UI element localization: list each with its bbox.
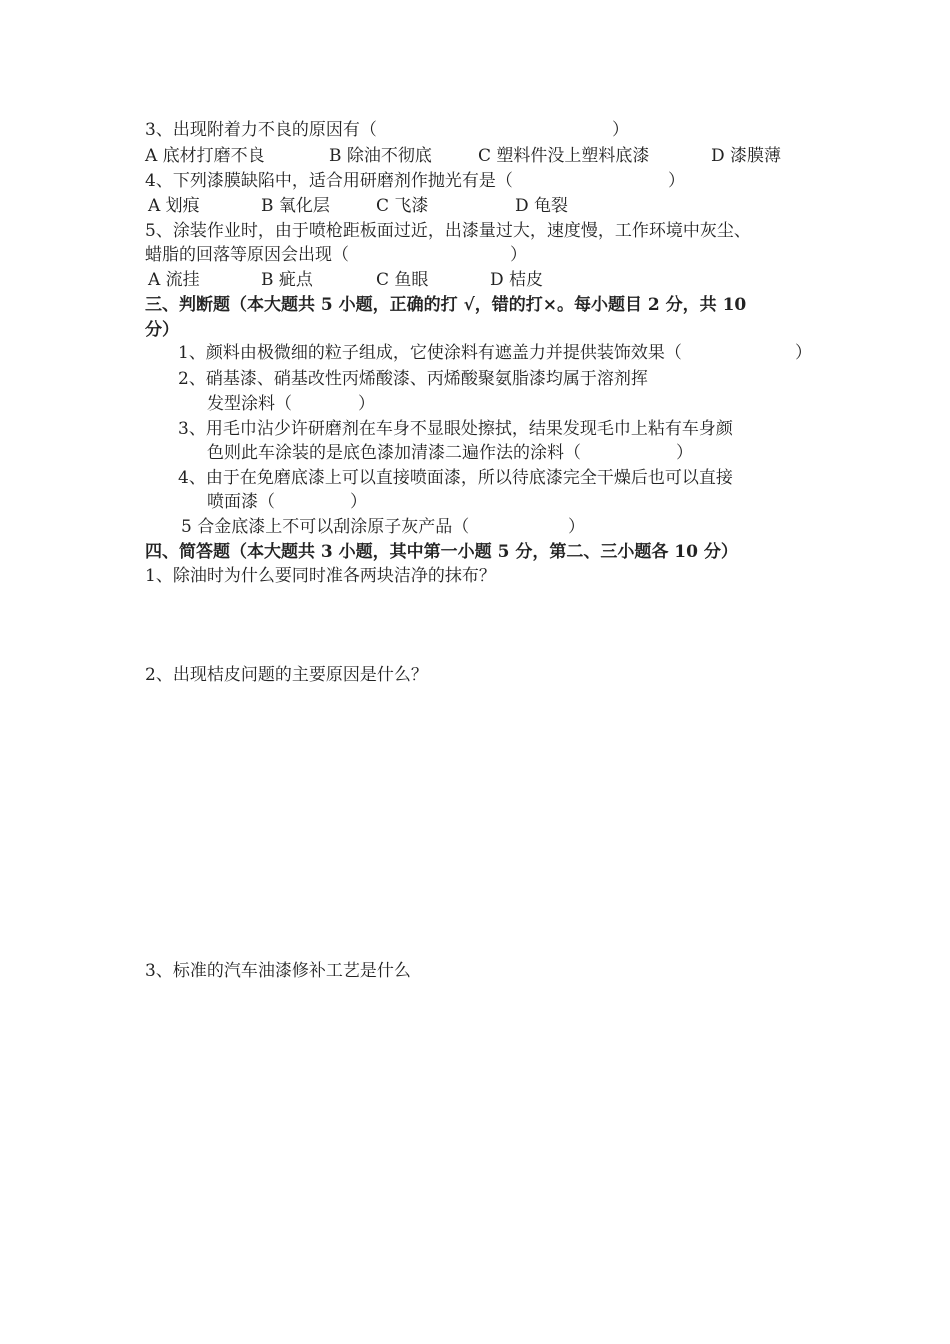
mc-q3-options	[0, 145, 950, 167]
option: B 疵点	[261, 270, 313, 290]
option: C 塑料件没上塑料底漆	[478, 146, 650, 166]
tf-item-3-close: ）	[676, 443, 693, 463]
tf-item-5-close: ）	[568, 517, 585, 537]
option: C 鱼眼	[376, 270, 429, 290]
option: B 氧化层	[261, 196, 330, 216]
mc-q4-stem: 4、下列漆膜缺陷中，适合用研磨剂作抛光有是（	[145, 171, 513, 191]
option: B 除油不彻底	[329, 146, 432, 166]
tf-item-1-close: ）	[795, 343, 812, 363]
tf-item-3: 3、用毛巾沾少许研磨剂在车身不显眼处擦拭，结果发现毛巾上粘有车身颜	[178, 419, 733, 439]
mc-q4-options	[0, 195, 950, 217]
short-answer-2: 2、出现桔皮问题的主要原因是什么？	[145, 665, 428, 685]
mc-q5-line1: 5、涂装作业时，由于喷枪距板面过近，出漆量过大，速度慢，工作环境中灰尘、	[145, 221, 751, 241]
option: D 桔皮	[490, 270, 544, 290]
tf-item-3-cont: 色则此车涂装的是底色漆加清漆二遍作法的涂料（	[207, 443, 581, 463]
tf-item-2: 2、硝基漆、硝基改性丙烯酸漆、丙烯酸聚氨脂漆均属于溶剂挥	[178, 369, 648, 389]
short-answer-1: 1、除油时为什么要同时准各两块洁净的抹布？	[145, 566, 496, 586]
section4-heading: 四、简答题（本大题共 3 小题，其中第一小题 5 分，第二、三小题各 10 分）	[145, 542, 738, 562]
tf-item-1: 1、颜料由极微细的粒子组成，它使涂料有遮盖力并提供装饰效果（	[178, 343, 682, 363]
tf-item-4-cont: 喷面漆（	[207, 492, 275, 512]
option: A 划痕	[148, 196, 200, 216]
tf-item-4-close: ）	[350, 492, 367, 512]
tf-item-2-cont: 发型涂料（	[207, 394, 292, 414]
option: C 飞漆	[376, 196, 429, 216]
tf-item-4: 4、由于在免磨底漆上可以直接喷面漆，所以待底漆完全干燥后也可以直接	[178, 468, 733, 488]
tf-item-2-close: ）	[358, 394, 375, 414]
option: D 龟裂	[515, 196, 569, 216]
section3-heading: 三、判断题（本大题共 5 小题，正确的打 √，错的打×。每小题目 2 分，共 10	[145, 295, 747, 315]
section3-heading-cont: 分）	[145, 320, 179, 340]
tf-item-5: 5 合金底漆上不可以刮涂原子灰产品（	[181, 517, 470, 537]
mc-q5-options	[0, 269, 950, 291]
option: D 漆膜薄	[711, 146, 782, 166]
mc-q3-stem: 3、出现附着力不良的原因有（	[145, 120, 377, 140]
option: A 底材打磨不良	[145, 146, 265, 166]
mc-q3-close: ）	[612, 120, 629, 140]
short-answer-3: 3、标准的汽车油漆修补工艺是什么	[145, 961, 411, 981]
option: A 流挂	[148, 270, 200, 290]
mc-q5-line2: 蜡脂的回落等原因会出现（	[145, 245, 349, 265]
mc-q4-close: ）	[668, 171, 685, 191]
mc-q5-close: ）	[510, 245, 527, 265]
